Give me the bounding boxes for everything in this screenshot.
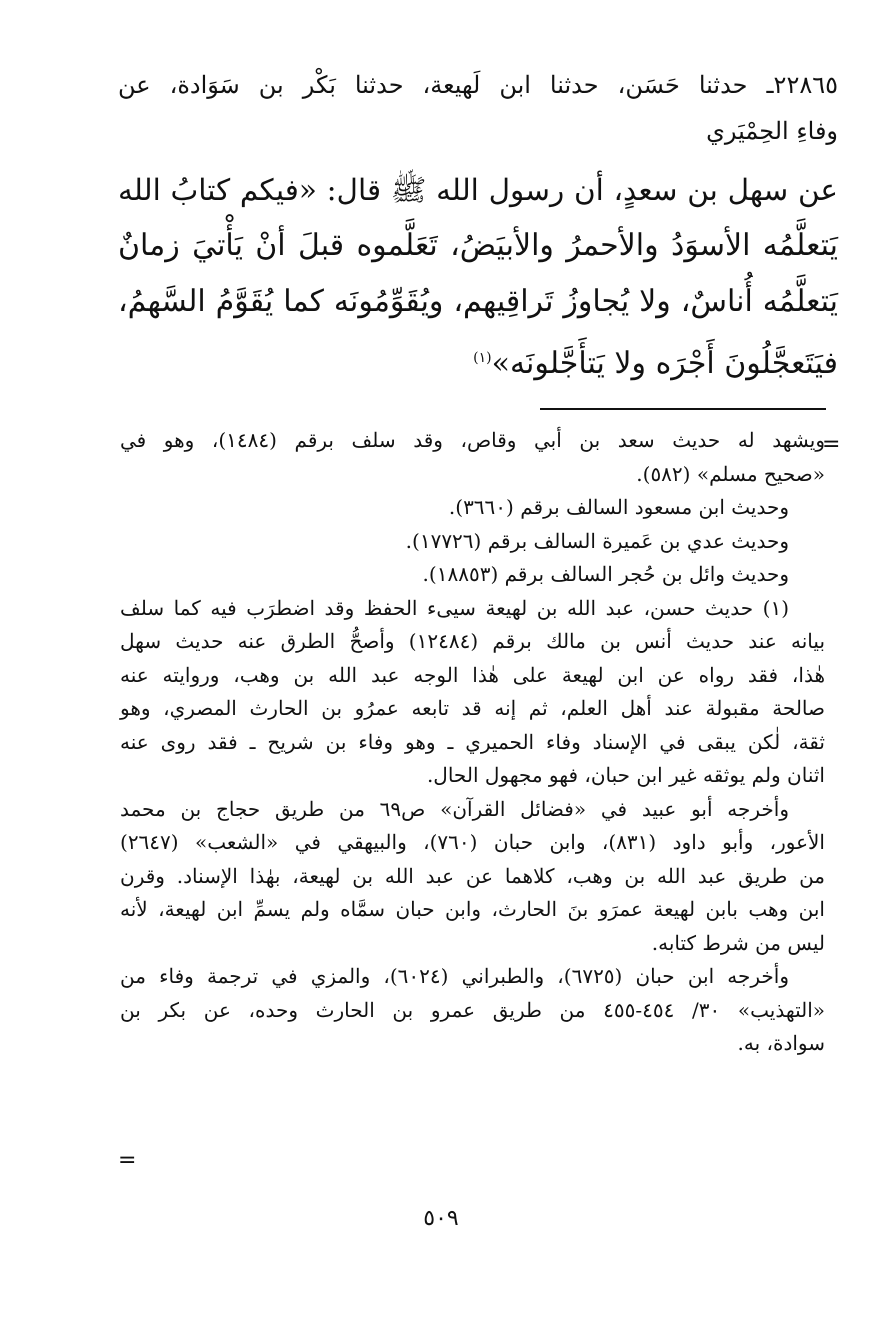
note-line: الأعور، وأبو داود (٨٣١)، وابن حبان (٧٦٠)، والبيهقي في «الشعب» (٢٦٤٧) <box>120 830 825 854</box>
note-line: «التهذيب» ٣٠/ ٤٥٤-٤٥٥ من طريق عمرو بن الحارث وحده، عن بكر بن <box>120 997 825 1022</box>
matn-line-2: يَتعلَّمُه الأسوَدُ والأحمرُ والأبيَضُ، تَعَلَّموه قبلَ أنْ يَأْتيَ زمانٌ <box>118 228 838 263</box>
matn-line-3: يَتعلَّمُه أُناسٌ، ولا يُجاوزُ تَراقِيهم، ويُقَوِّمُونَه كما يُقَوَّمُ السَّهمُ، <box>118 284 838 319</box>
isnad-line-2: وفاءِ الحِمْيَري <box>706 117 838 145</box>
note-line: ثقة، لٰكن يبقى في الإسناد وفاء الحميري ـ وهو وفاء بن شريح ـ فقد روى عنه <box>120 729 825 754</box>
footnote-1-line: (١) حديث حسن، عبد الله بن لهيعة سيىء الحفظ وقد اضطرَب فيه كما سلف <box>120 595 789 620</box>
note-line: وحديث ابن مسعود السالف برقم (٣٦٦٠). <box>448 495 789 519</box>
note-line: صالحة مقبولة عند أهل العلم، ثم إنه قد تابعه عمرُو بن الحارث المصري، وهو <box>120 696 825 720</box>
continuation-mark-top: = <box>822 432 841 457</box>
hadith-block <box>118 62 838 392</box>
note-line: هٰذا، فقد رواه عن ابن لهيعة على هٰذا الوجه عبد الله بن وهب، وروايته عنه <box>120 662 825 687</box>
matn-line-4-text: فيَتَعجَّلُونَ أَجْرَه ولا يَتأَجَّلونَه» <box>491 346 838 381</box>
matn-line-4 <box>118 330 838 392</box>
note-line: وحديث عدي بن عَميرة السالف برقم (١٧٧٢٦). <box>405 528 789 553</box>
note-line: بيانه عند حديث أنس بن مالك برقم (١٢٤٨٤) وأصحُّ الطرق عنه حديث سهل <box>120 629 826 653</box>
note-line: ويشهد له حديث سعد بن أبي وقاص، وقد سلف برقم (١٤٨٤)، وهو في <box>120 428 825 452</box>
note-line: وحديث وائل بن حُجر السالف برقم (١٨٨٥٣). <box>422 562 789 586</box>
matn-line-1: عن سهل بن سعدٍ، أن رسول الله ﷺ قال: «فيكم كتابُ الله <box>118 173 839 207</box>
note-line: وأخرجه أبو عبيد في «فضائل القرآن» ص٦٩ من طريق حجاج بن محمد <box>120 796 789 821</box>
isnad-line-1: ٢٢٨٦٥ـ حدثنا حَسَن، حدثنا ابن لَهيعة، حدثنا بَكْر بن سَوَادة، عن <box>118 71 838 99</box>
footnote-separator <box>540 408 826 410</box>
note-line: سوادة، به. <box>737 1031 825 1055</box>
note-line: ابن وهب بابن لهيعة عمرَو بنَ الحارث، وابن حبان سمَّاه ولم يسمِّ ابن لهيعة، لأنه <box>120 897 825 921</box>
footnote-reference: (١) <box>473 350 492 366</box>
continuation-mark-bottom: = <box>118 1148 137 1173</box>
note-line: من طريق عبد الله بن وهب، كلاهما عن عبد الله بن لهيعة، بهٰذا الإسناد. وقرن <box>120 863 826 888</box>
note-line: وأخرجه ابن حبان (٦٧٢٥)، والطبراني (٦٠٢٤)، والمزي في ترجمة وفاء من <box>120 964 790 988</box>
footnotes <box>120 424 825 1061</box>
note-line: اثنان ولم يوثقه غير ابن حبان، فهو مجهول الحال. <box>426 763 825 787</box>
page-number: ٥٠٩ <box>423 1206 459 1231</box>
note-line: ليس من شرط كتابه. <box>651 930 825 955</box>
hadith-text <box>118 162 838 392</box>
note-line: «صحيح مسلم» (٥٨٢). <box>636 461 825 486</box>
